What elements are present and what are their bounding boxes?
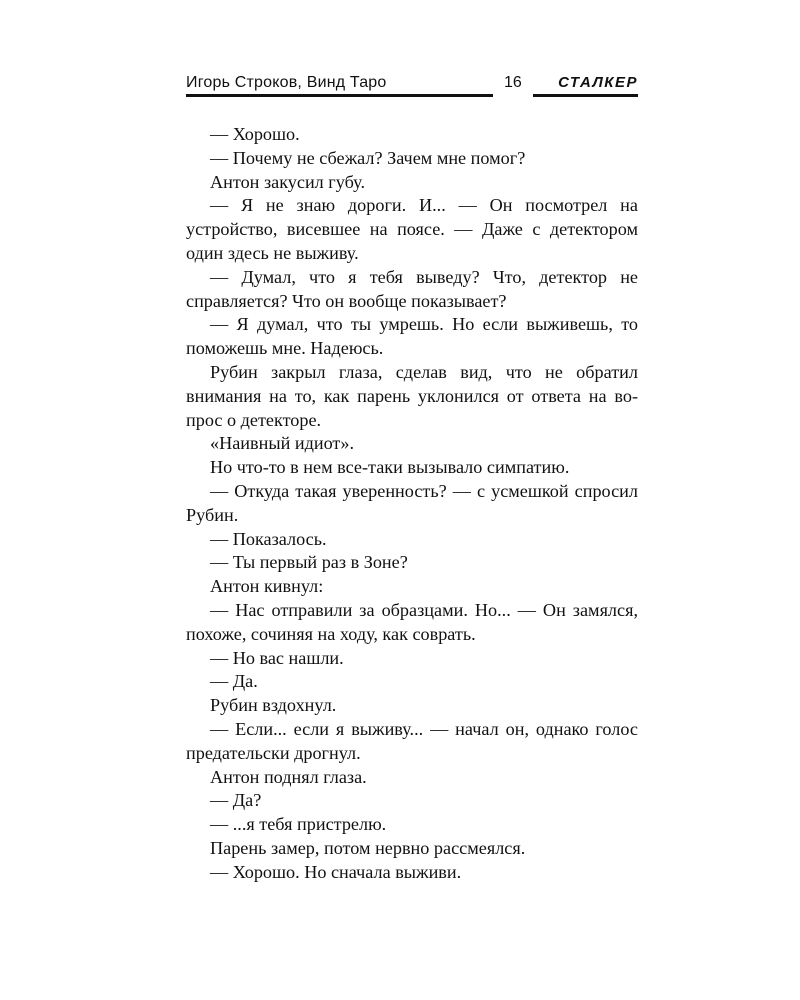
paragraph: — Показалось.	[210, 528, 327, 549]
paragraph: — Почему не сбежал? Зачем мне помог?	[210, 147, 526, 168]
paragraph: — Нас отправили за образцами. Но... — Он замялся, похоже, сочиняя на ходу, как соврать.	[186, 599, 638, 644]
paragraph: — Да?	[210, 790, 262, 811]
paragraph: — Но вас нашли.	[210, 647, 344, 668]
body-text	[186, 123, 638, 885]
page-number: 16	[504, 74, 522, 91]
header-rule-right	[533, 94, 638, 97]
paragraph: Антон поднял глаза.	[210, 766, 367, 787]
paragraph: — ...я тебя пристрелю.	[210, 814, 387, 835]
paragraph: Антон закусил губу.	[210, 171, 366, 192]
header-rule-left	[186, 94, 493, 97]
paragraph: — Ты первый раз в Зоне?	[210, 552, 408, 573]
paragraph: — Я думал, что ты умрешь. Но если выживешь, то поможешь мне. Надеюсь.	[186, 314, 638, 359]
paragraph: — Хорошо. Но сначала выживи.	[210, 861, 462, 882]
series-title: СТАЛКЕР	[558, 74, 638, 91]
paragraph: — Если... если я выживу... — начал он, однако голос предательски дрогнул.	[186, 718, 638, 763]
paragraph: Антон кивнул:	[210, 576, 324, 597]
running-header	[186, 66, 638, 98]
paragraph: Рубин закрыл глаза, сделав вид, что не обратил внимания на то, как парень уклонился от ответа на вопрос о детекторе.	[186, 361, 638, 430]
paragraph: — Думал, что я тебя выведу? Что, детектор не справляется? Что он вообще показывает?	[186, 266, 638, 311]
header-author: Игорь Строков, Винд Таро	[186, 74, 387, 91]
paragraph: Парень замер, потом нервно рассмеялся.	[210, 837, 526, 858]
paragraph: — Хорошо.	[210, 124, 300, 144]
paragraph: — Да.	[210, 671, 258, 692]
paragraph: «Наивный идиот».	[210, 433, 355, 454]
paragraph: — Откуда такая уверенность? — с усмешкой спросил Рубин.	[186, 480, 638, 525]
paragraph: Рубин вздохнул.	[210, 695, 337, 716]
paragraph: — Я не знаю дороги. И... — Он посмотрел на устройство, висевшее на поясе. — Даже с детектором один здесь не выживу.	[186, 195, 638, 263]
paragraph: Но что-то в нем все-таки вызывало симпатию.	[210, 457, 570, 478]
